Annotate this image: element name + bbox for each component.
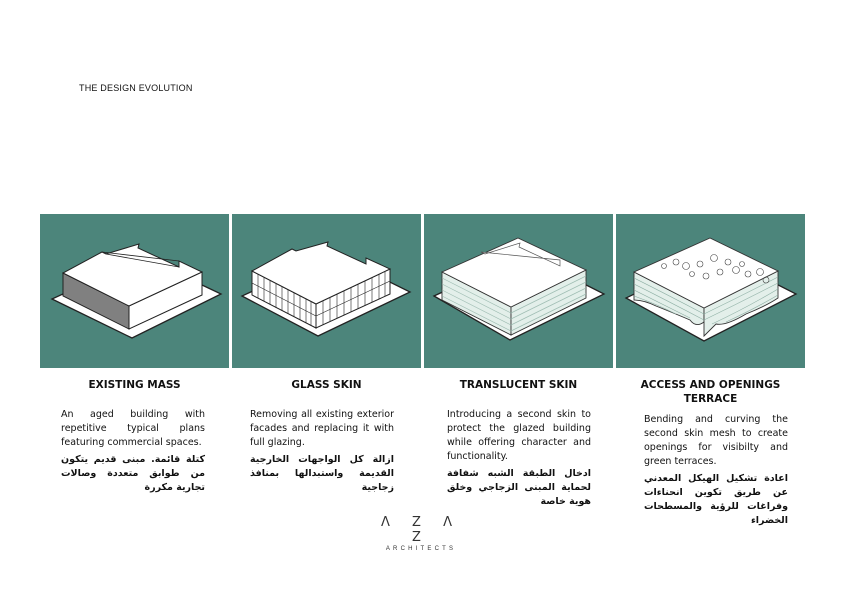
step-3-heading: TRANSLUCENT SKIN [459, 379, 578, 391]
step-4-heading: ACCESS AND OPENINGS TERRACE [640, 379, 781, 405]
glass-skin-illustration [232, 214, 421, 368]
panel-translucent-skin [424, 214, 613, 368]
step-2-description: Removing all existing exterior facades and replacing it with full glazing. [250, 409, 394, 448]
step-1-heading: EXISTING MASS [88, 379, 181, 391]
logo-subtitle: ARCHITECTS [385, 546, 457, 552]
existing-mass-illustration [40, 214, 229, 368]
access-openings-terrace-illustration [616, 214, 805, 368]
page-title: THE DESIGN EVOLUTION [79, 83, 193, 93]
step-4-text [644, 413, 788, 528]
step-4-description: Bending and curving the second skin mesh to create openings for visibilty and green terraces. [644, 414, 788, 467]
step-2-arabic: ازالة كل الواجهات الخارجية القديمة واستبدالها بمنافذ زجاجية [250, 454, 394, 493]
step-3-description: Introducing a second skin to protect the glazed building while offering character and functionality. [447, 409, 591, 462]
step-3-text [447, 408, 591, 509]
azaz-logo [371, 515, 471, 552]
panel-access-openings-terrace [616, 214, 805, 368]
step-1-description: An aged building with repetitive typical plans featuring commercial spaces. [61, 409, 205, 448]
step-2-text [250, 408, 394, 495]
logo-mark: Λ Z Λ Z [381, 515, 461, 545]
translucent-skin-illustration [424, 214, 613, 368]
panel-glass-skin [232, 214, 421, 368]
step-4-arabic: اعادة تشكيل الهيكل المعدني عن طريق تكوين انحناءات وفراغات للرؤية والمسطحات الخضراء [644, 473, 788, 526]
step-2-heading: GLASS SKIN [291, 379, 362, 391]
step-3-arabic: ادخال الطبقة الشبه شفافة لحماية المبنى الزجاجي وخلق هوية خاصة [447, 468, 591, 507]
panel-existing-mass [40, 214, 229, 368]
step-1-text [61, 408, 205, 495]
step-1-arabic: كتلة قائمة. مبنى قديم يتكون من طوابق متعددة وصالات تجارية مكررة [61, 454, 205, 493]
